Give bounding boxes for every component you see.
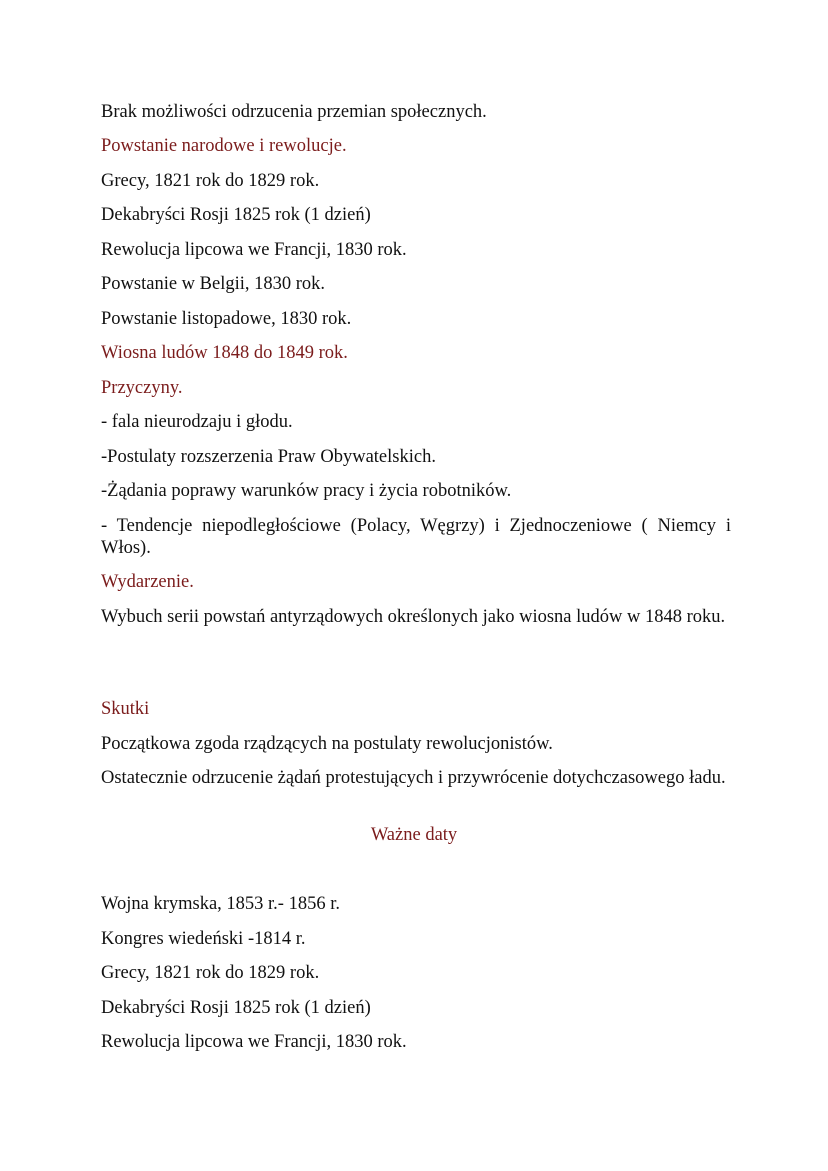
text-line: Wojna krymska, 1853 r.- 1856 r. (101, 894, 340, 914)
text-line: - fala nieurodzaju i głodu. (101, 412, 293, 432)
section-heading: Przyczyny. (101, 378, 183, 398)
text-line: Dekabryści Rosji 1825 rok (1 dzień) (101, 998, 371, 1018)
text-line: Powstanie listopadowe, 1830 rok. (101, 309, 352, 329)
text-paragraph: Ostatecznie odrzucenie żądań protestujących i przywrócenie dotychczasowego ładu. (101, 768, 726, 788)
text-paragraph: - Tendencje niepodległościowe (Polacy, Węgrzy) i Zjednoczeniowe ( Niemcy i Włos). (101, 516, 731, 558)
text-line: Kongres wiedeński -1814 r. (101, 929, 306, 949)
section-heading: Powstanie narodowe i rewolucje. (101, 136, 347, 156)
section-heading: Skutki (101, 699, 150, 719)
text-line: Początkowa zgoda rządzących na postulaty rewolucjonistów. (101, 734, 553, 754)
text-line: Grecy, 1821 rok do 1829 rok. (101, 963, 320, 983)
centered-heading: Ważne daty (370, 825, 458, 845)
text-line: Rewolucja lipcowa we Francji, 1830 rok. (101, 1032, 407, 1052)
text-line: Grecy, 1821 rok do 1829 rok. (101, 171, 320, 191)
text-paragraph: Wybuch serii powstań antyrządowych określonych jako wiosna ludów w 1848 roku. (101, 607, 726, 627)
text-line: Powstanie w Belgii, 1830 rok. (101, 274, 326, 294)
text-line: Dekabryści Rosji 1825 rok (1 dzień) (101, 205, 371, 225)
text-line: Brak możliwości odrzucenia przemian społecznych. (101, 102, 487, 122)
text-line: -Postulaty rozszerzenia Praw Obywatelskich. (101, 447, 436, 467)
text-line: Rewolucja lipcowa we Francji, 1830 rok. (101, 240, 407, 260)
section-heading: Wydarzenie. (101, 572, 194, 592)
text-line: -Żądania poprawy warunków pracy i życia robotników. (101, 481, 512, 501)
section-heading: Wiosna ludów 1848 do 1849 rok. (101, 343, 348, 363)
